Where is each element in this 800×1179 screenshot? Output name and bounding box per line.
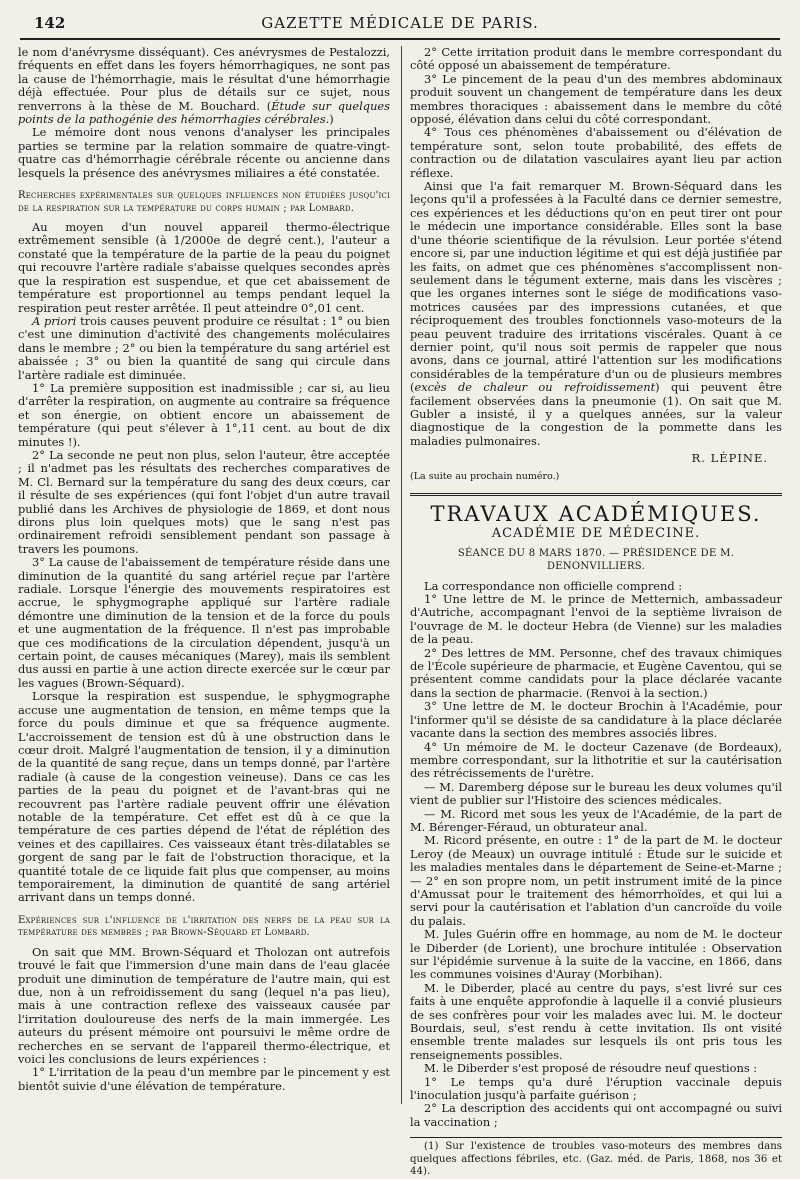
paragraph: 1° La première supposition est inadmissible ; car si, au lieu d'arrêter la respiration, on augmente au contraire sa fréquence et son énergie, on obtient encore un abaissement de température (qui peut s'élever à 1°,11 cent. au bout de dix minutes !). (18, 380, 390, 449)
page-header (20, 8, 780, 40)
session-line: SÉANCE DU 8 MARS 1870. — PRÉSIDENCE DE M. DENONVILLIERS. (457, 547, 735, 573)
column-divider (401, 46, 402, 1104)
paragraph: 1° Une lettre de M. le prince de Metternich, ambassadeur d'Autriche, accompagnant l'envoi de la septième livraison de l'ouvrage de M. le docteur Hebra (de Vienne) sur les maladies de la peau. (410, 592, 782, 647)
section-heading: Recherches expérimentales sur quelques influences non étudiées jusqu'ici de la respiration sur la température du corps humain ; par Lombard. (18, 190, 390, 214)
paragraph: 1° L'irritation de la peau d'un membre par le pincement y est bientôt suivie d'une élévation de température. (18, 1065, 390, 1093)
paragraph: 3° Une lettre de M. le docteur Brochin à l'Académie, pour l'informer qu'il se désiste de sa candidature à la place déclarée vacante dans la section des membres associés libres. (410, 699, 782, 741)
paragraph: M. Ricord présente, en outre : 1° de la part de M. le docteur Leroy (de Meaux) un ouvrage intitulé : Étude sur le suicide et les maladies mentales dans le département de Seine-et-Marne ; — 2° en son propre nom, un petit instrument imité de la pince d'Amussat pour le traitement des hémorrhoïdes, et qui lui a servi pour la cautérisation et l'ablation d'un cancroïde du voile du palais. (410, 833, 782, 928)
paragraph: — M. Ricord met sous les yeux de l'Académie, de la part de M. Bérenger-Féraud, un obturateur anal. (410, 806, 782, 834)
page-number: 142 (34, 14, 66, 32)
paragraph: le nom d'anévrysme disséquant). Ces anévrysmes de Pestalozzi, fréquents en effet dans les foyers hémorrhagiques, ne sont pas la cause de l'hémorrhagie, mais le résultat d'une hémorrhagie déjà effectuée. Pour plus de détails sur ce sujet, nous renverrons à la thèse de M. Bouchard. (Étude sur quelques points de la pathogénie des hémorrhagies cérébrales.) (18, 45, 390, 127)
paragraph: On sait que MM. Brown-Séquard et Tholozan ont autrefois trouvé le fait que l'immersion d'une main dans de l'eau glacée produit une diminution de température de l'autre main, qui est due, non à un refroidissement du sang (lequel n'a pas lieu), mais à une contraction reflexe des vaisseaux causée par l'irritation douloureuse des nerfs de la main immergée. Les auteurs du présent mémoire ont poursuivi le même ordre de recherches en se servant de l'appareil thermo-électrique, et voici les conclusions de leurs expériences : (18, 944, 390, 1067)
paragraph: 3° Le pincement de la peau d'un des membres abdominaux produit souvent un changement de température dans les deux membres thoraciques : abaissement dans le membre du côté opposé, élévation dans celui du côté correspondant. (410, 71, 782, 127)
right-column (410, 45, 782, 1178)
paragraph: 4° Un mémoire de M. le docteur Cazenave (de Bordeaux), membre correspondant, sur la lithotritie et sur la cautérisation des rétrécissements de l'urètre. (410, 739, 782, 781)
paragraph: 2° Cette irritation produit dans le membre correspondant du côté opposé un abaissement de température. (410, 45, 782, 73)
paragraph: Ainsi que l'a fait remarquer M. Brown-Séquard dans les leçons qu'il a professées à la Faculté dans ce dernier semestre, ces expériences et les déductions qu'on en peut tirer ont pour le médecin une importance considérable. Elles sont la base d'une théorie scientifique de la révulsion. Leur portée s'étend encore si, par une induction légitime et qui est déjà justifiée par les faits, on admet que ces phénomènes s'accomplissent non-seulement dans le tégument externe, mais dans les viscères ; que les organes internes sont le siége de modifications vaso-motrices causées par des impressions cutanées, et que réciproquement des troubles fonctionnels vaso-moteurs de la peau peuvent traduire des irritations viscérales. Quant à ce dernier point, qu'il nous soit permis de rappeler que nous avons, dans ce journal, attiré l'attention sur les modifications considérables de la température d'un ou de plusieurs membres (excès de chaleur ou refroidissement) qui peuvent être facilement observées dans la pneumonie (1). On sait que M. Gubler a insisté, il y a quelques années, sur la valeur diagnostique de la congestion de la pommette dans les maladies pulmonaires. (410, 179, 782, 448)
academy-subtitle: ACADÉMIE DE MÉDECINE. (491, 526, 701, 542)
paragraph: A priori trois causes peuvent produire ce résultat : 1° ou bien c'est une diminution d'activité des changements moléculaires dans le membre ; 2° ou bien la température du sang artériel est abaissée ; 3° ou bien la quantité de sang qui circule dans l'artère radiale est diminuée. (18, 313, 390, 382)
running-title: GAZETTE MÉDICALE DE PARIS. (261, 14, 539, 32)
paragraph: La correspondance non officielle comprend : (424, 578, 683, 593)
paragraph: Lorsque la respiration est suspendue, le sphygmographe accuse une augmentation de tension, en même temps que la force du pouls diminue et que sa fréquence augmente. L'accroissement de tension est dû à une obstruction dans le cœur droit. Malgré l'augmentation de tension, il y a diminution de la quantité de sang reçue, dans un temps donné, par l'artère radiale (à cause de la congestion veineuse). Dans ce cas les parties de la peau du poignet et de l'avant-bras qui ne recouvrent pas l'artère radiale peuvent offrir une élévation notable de la température. Cet effet est dû à ce que la température de ces parties dépend de l'état de réplétion des veines et des capillaires. Ces vaisseaux étant très-dilatables se gorgent de sang par le fait de l'obstruction thoracique, et la quantité totale de ce liquide fait plus que compenser, au moins temporairement, la diminution de quantité de sang artériel arrivant dans un temps donné. (18, 689, 390, 905)
footnote: (1) Sur l'existence de troubles vaso-moteurs des membres dans quelques affections fébriles, etc. (Gaz. méd. de Paris, 1868, nos 36 et 44). (410, 1141, 782, 1178)
paragraph: M. Jules Guérin offre en hommage, au nom de M. le docteur le Diberder (de Lorient), une brochure intitulée : Observation sur l'épidémie survenue à la suite de la vaccine, en 1866, dans les communes voisines d'Auray (Morbihan). (410, 927, 782, 982)
left-column (18, 46, 390, 1104)
paragraph: 1° Le temps qu'a duré l'éruption vaccinale depuis l'inoculation jusqu'à parfaite guérison ; (410, 1074, 782, 1103)
paragraph: 2° Des lettres de MM. Personne, chef des travaux chimiques de l'École supérieure de pharmacie, et Eugène Caventou, qui se présentent comme candidats pour la place déclarée vacante dans la section de pharmacie. (Renvoi à la section.) (410, 645, 782, 700)
academy-section-title: TRAVAUX ACADÉMIQUES. (430, 502, 762, 526)
footnote-rule (410, 1137, 782, 1138)
paragraph: M. le Diberder, placé au centre du pays, s'est livré sur ces faits à une enquête approfondie à laquelle il a convié plusieurs de ses confrères pour voir les malades avec lui. M. le docteur Bourdais, seul, s'est rendu à cette invitation. Ils ont visité ensemble trente malades sur lesquels ils ont pris tous les renseignements possibles. (410, 980, 782, 1062)
paragraph: Au moyen d'un nouvel appareil thermo-électrique extrêmement sensible (à 1/2000e de degré cent.), l'auteur a constaté que la température de la partie de la peau du poignet qui recouvre l'artère radiale s'abaisse quelques secondes après que la respiration est suspendue, et que cet abaissement de température est proportionnel au temps pendant lequel la respiration peut rester arrêtée. Il peut atteindre 0°,01 cent. (18, 220, 390, 315)
continued-note: (La suite au prochain numéro.) (410, 470, 560, 482)
paragraph: 4° Tous ces phénomènes d'abaissement ou d'élévation de température sont, selon toute probabilité, des effets de contraction ou de dilatation vasculaires ayant lieu par action réflexe. (410, 125, 782, 180)
paragraph: 2° La seconde ne peut non plus, selon l'auteur, être acceptée ; il n'admet pas les résultats des recherches comparatives de M. Cl. Bernard sur la température du sang des deux cœurs, car il résulte de ses expériences (qui font l'objet d'un autre travail publié dans les Archives de physiologie de 1869, et dont nous dirons plus loin quelques mots) que le sang n'est pas ordinairement refroidi sensiblement pendant son passage à travers les poumons. (18, 447, 390, 556)
paragraph: Le mémoire dont nous venons d'analyser les principales parties se termine par la relation sommaire de quatre-vingt-quatre cas d'hémorrhagie cérébrale récente ou ancienne dans lesquels la présence des anévrysmes miliaires a été constatée. (18, 125, 390, 180)
paragraph: M. le Diberder s'est proposé de résoudre neuf questions : (424, 1061, 758, 1076)
author-signature: R. LÉPINE. (691, 451, 768, 466)
paragraph: 3° La cause de l'abaissement de température réside dans une diminution de la quantité du sang artériel reçue par l'artère radiale. Lorsque l'énergie des mouvements respiratoires est accrue, le sphygmographe appliqué sur l'artère radiale démontre une diminution de la tension et de la force du pouls et une augmentation de la fréquence. Il n'est pas improbable que ces modifications de la circulation dépendent, jusqu'à un certain point, de causes mécaniques (Marey), mais ils semblent dus aussi en partie à une action directe exercée sur le cœur par les vagues (Brown-Séquard). (18, 555, 390, 690)
paragraph: 2° La description des accidents qui ont accompagné ou suivi la vaccination ; (410, 1101, 782, 1129)
section-rule (410, 493, 782, 496)
section-heading: Expériences sur l'influence de l'irritation des nerfs de la peau sur la température des membres ; par Brown-Séquard et Lombard. (18, 914, 390, 939)
paragraph: — M. Daremberg dépose sur le bureau les deux volumes qu'il vient de publier sur l'Histoire des sciences médicales. (410, 779, 782, 808)
